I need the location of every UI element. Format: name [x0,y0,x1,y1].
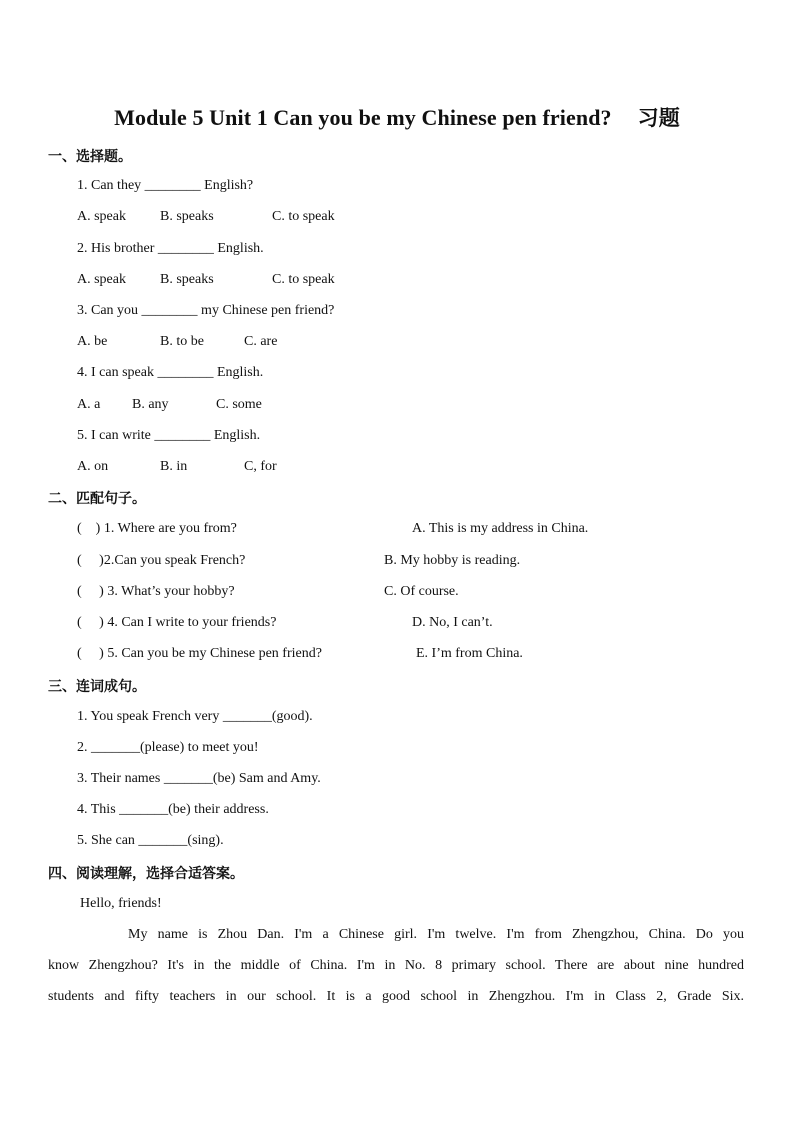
question-1: 1. Can they ________ English? [77,178,254,193]
fill-item-4: 4. This _______(be) their address. [77,802,269,817]
fill-item-1: 1. You speak French very _______(good). [77,709,313,724]
match-left-5: ( ) 5. Can you be my Chinese pen friend? [77,646,322,661]
reading-greeting: Hello, friends! [80,896,162,911]
question-4: 4. I can speak ________ English. [77,365,264,380]
reading-line-3 [48,988,744,1006]
match-left-1: ( ) 1. Where are you from? [77,521,237,536]
match-right-d: D. No, I can’t. [412,615,493,630]
q1-option-b: B. speaks [160,209,214,224]
q2-option-a: A. speak [77,272,126,287]
fill-item-5: 5. She can _______(sing). [77,833,224,848]
match-left-4: ( ) 4. Can I write to your friends? [77,615,277,630]
q4-option-b: B. any [132,397,169,412]
q4-option-c: C. some [216,397,262,412]
reading-line-1-text: My name is Zhou Dan. I'm a Chinese girl. I'm twelve. I'm from Zhengzhou, China. Do you [128,927,744,942]
fill-item-3: 3. Their names _______(be) Sam and Amy. [77,771,321,786]
match-right-e: E. I’m from China. [416,646,523,661]
match-left-3: ( ) 3. What’s your hobby? [77,584,235,599]
section-1-heading: 一、选择题。 [48,149,132,165]
section-3-heading: 三、连词成句。 [48,679,146,695]
section-2-heading: 二、匹配句子。 [48,491,146,507]
q2-option-c: C. to speak [272,272,335,287]
question-3: 3. Can you ________ my Chinese pen friend? [77,303,335,318]
q4-option-a: A. a [77,397,101,412]
reading-line-3-text: students and fifty teachers in our school. It is a good school in Zhengzhou. I'm in Class 2, Grade Six. [48,989,744,1004]
q3-option-a: A. be [77,334,108,349]
match-right-b: B. My hobby is reading. [384,553,521,568]
q3-option-c: C. are [244,334,278,349]
q5-option-a: A. on [77,459,109,474]
title-chinese: 习题 [637,106,680,130]
fill-item-2: 2. _______(please) to meet you! [77,740,259,755]
q5-option-b: B. in [160,459,188,474]
q2-option-b: B. speaks [160,272,214,287]
reading-line-2-text: know Zhengzhou? It's in the middle of China. I'm in No. 8 primary school. There are about nine hundred [48,958,744,973]
worksheet-title [0,102,794,132]
reading-line-1 [128,926,744,944]
match-right-c: C. Of course. [384,584,459,599]
q5-option-c: C, for [244,459,277,474]
title-english: Module 5 Unit 1 Can you be my Chinese pen friend? [114,105,612,130]
match-right-a: A. This is my address in China. [412,521,589,536]
question-5: 5. I can write ________ English. [77,428,261,443]
reading-line-2 [48,957,744,975]
q3-option-b: B. to be [160,334,204,349]
match-left-2: ( )2.Can you speak French? [77,553,246,568]
question-2: 2. His brother ________ English. [77,241,264,256]
q1-option-c: C. to speak [272,209,335,224]
q1-option-a: A. speak [77,209,126,224]
section-4-heading: 四、阅读理解，选择合适答案。 [48,866,244,882]
